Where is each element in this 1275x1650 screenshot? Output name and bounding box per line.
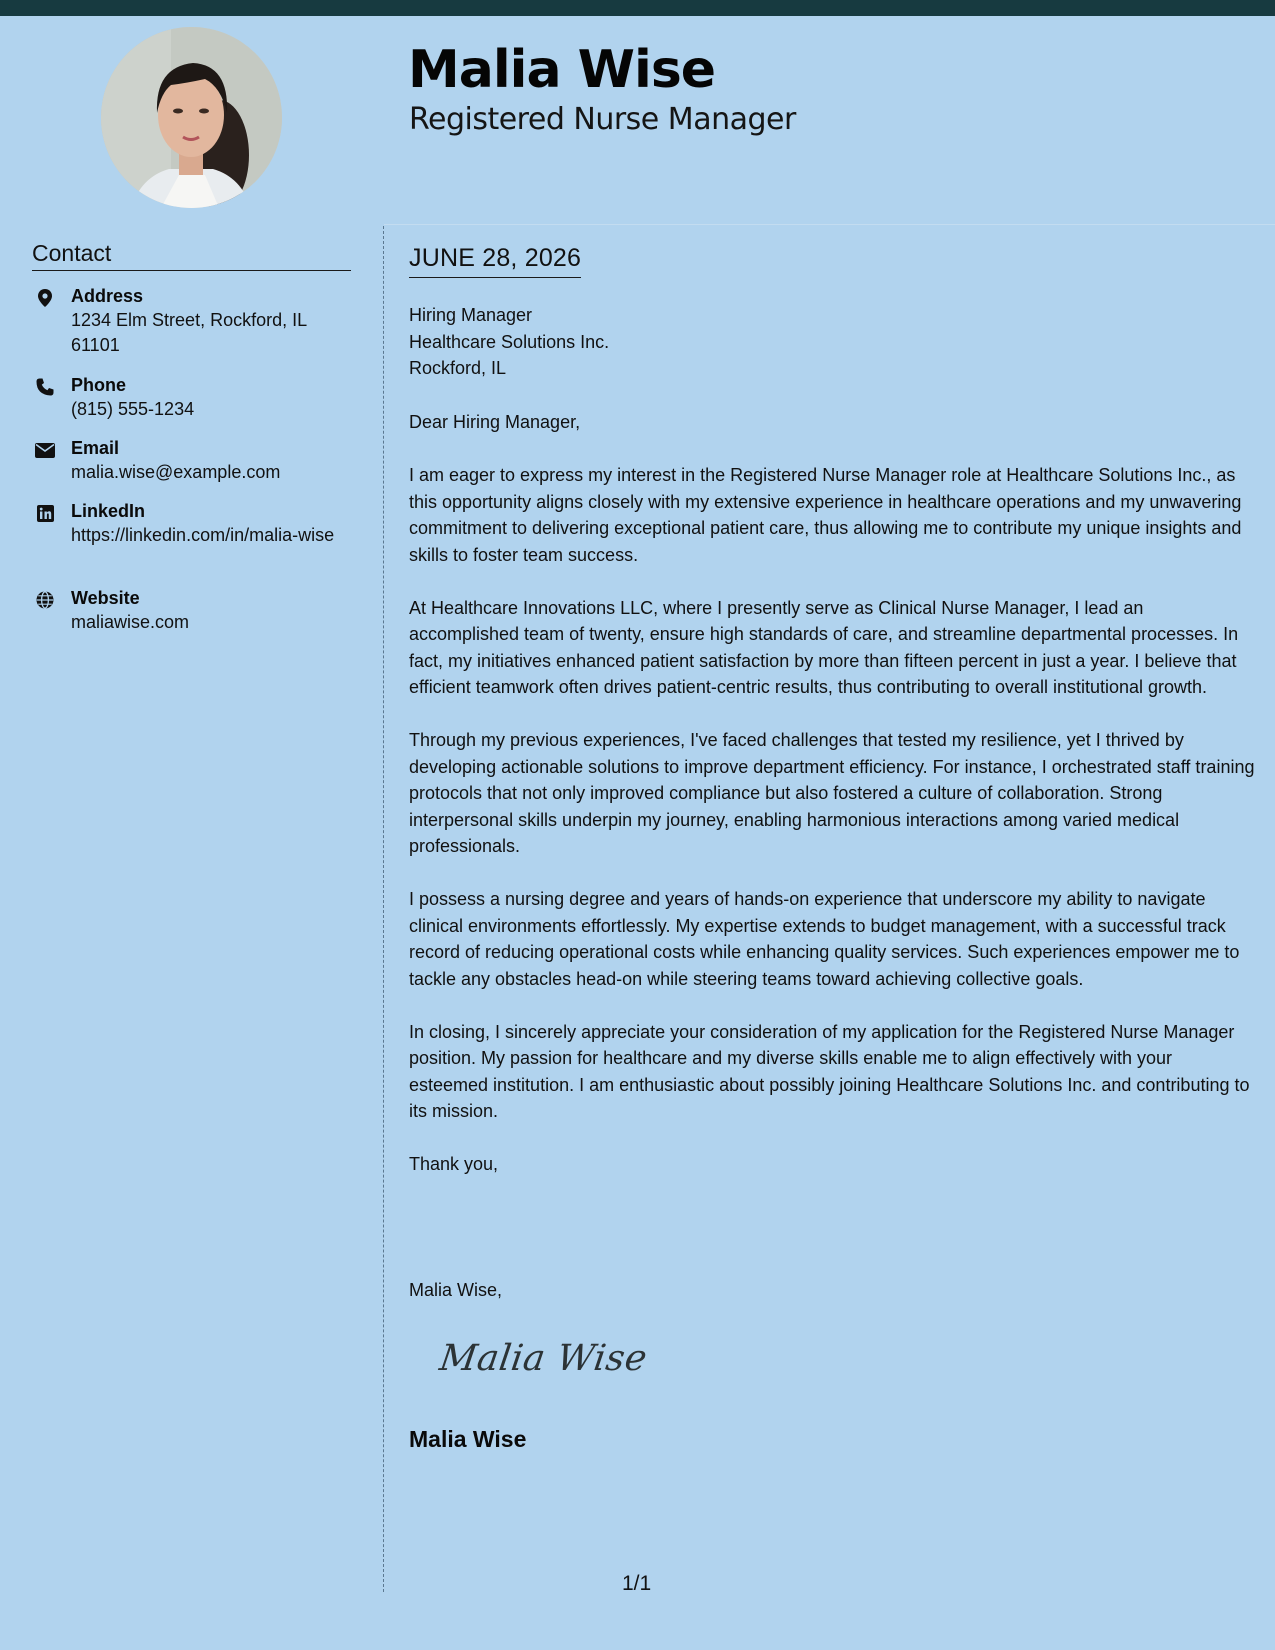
globe-icon xyxy=(35,590,55,610)
contact-phone xyxy=(32,373,352,422)
recipient-block xyxy=(409,302,609,382)
contact-value: maliawise.com xyxy=(71,612,190,632)
closing: Thank you, xyxy=(409,1154,499,1174)
letter-paragraph: I am eager to express my interest in the Registered Nurse Manager role at Healthcare Solutions Inc., as this opportunity aligns closely with my extensive experience in healthcare operations and my unwavering commitment to delivering exceptional patient care, thus allowing me to contribute my unique insights and skills to foster team success. xyxy=(409,465,1242,565)
contact-label: Email xyxy=(71,438,120,458)
contact-address xyxy=(32,284,352,358)
map-pin-icon xyxy=(35,288,55,308)
salutation: Dear Hiring Manager, xyxy=(409,412,581,432)
letter-paragraph: Through my previous experiences, I've faced challenges that tested my resilience, yet I thrived by developing actionable solutions to improve department efficiency. For instance, I orchestrated staff training protocols that not only improved compliance but also fostered a culture of collaboration. Strong interpersonal skills underpin my journey, enabling harmonious interactions among varied medical professionals. xyxy=(409,730,1255,856)
contact-linkedin xyxy=(32,499,352,548)
recipient-line: Rockford, IL xyxy=(409,358,507,378)
closing-name: Malia Wise, xyxy=(409,1280,503,1300)
envelope-icon xyxy=(35,440,55,460)
candidate-title: Registered Nurse Manager xyxy=(409,102,796,137)
contact-label: LinkedIn xyxy=(71,501,146,521)
contact-label: Phone xyxy=(71,375,127,395)
candidate-name: Malia Wise xyxy=(408,40,716,100)
recipient-line: Healthcare Solutions Inc. xyxy=(409,331,610,352)
signature: Malia Wise xyxy=(437,1338,650,1379)
page-number: 1/1 xyxy=(622,1572,652,1595)
recipient-line: Hiring Manager xyxy=(409,305,533,325)
header-divider xyxy=(384,224,1275,225)
phone-icon xyxy=(35,377,55,397)
letter-date: JUNE 28, 2026 xyxy=(409,244,581,278)
letter-paragraph: I possess a nursing degree and years of hands-on experience that underscore my ability to navigate clinical environments effortlessly. My expertise extends to budget management, with a successful track record of reducing operational costs while enhancing quality services. Such experiences empower me to tackle any obstacles head-on while steering teams toward achieving collective goals. xyxy=(409,889,1240,989)
typed-name: Malia Wise xyxy=(409,1426,527,1452)
top-bar xyxy=(0,0,1275,16)
contact-value: malia.wise@example.com xyxy=(71,462,281,482)
column-divider xyxy=(383,226,384,1592)
linkedin-icon xyxy=(35,503,55,523)
contact-value: 1234 Elm Street, Rockford, IL 61101 xyxy=(71,310,307,355)
contact-value: (815) 555-1234 xyxy=(71,399,195,419)
contact-label: Address xyxy=(71,286,144,306)
profile-photo xyxy=(101,27,282,208)
contact-heading: Contact xyxy=(32,240,351,271)
contact-email xyxy=(32,436,352,485)
contact-value: https://linkedin.com/in/malia-wise xyxy=(71,525,335,545)
contact-label: Website xyxy=(71,588,140,608)
contact-website xyxy=(32,586,352,635)
letter-paragraph: At Healthcare Innovations LLC, where I presently serve as Clinical Nurse Manager, I lead an accomplished team of twenty, ensure high standards of care, and streamline departmental processes. In fact, my initiatives enhanced patient satisfaction by more than fifteen percent in just a year. I believe that efficient teamwork often drives patient-centric results, thus contributing to overall institutional growth. xyxy=(409,597,1239,697)
letter-paragraph: In closing, I sincerely appreciate your consideration of my application for the Registered Nurse Manager position. My passion for healthcare and my diverse skills enable me to align effectively with your esteemed institution. I am enthusiastic about possibly joining Healthcare Solutions Inc. and contributing to its mission. xyxy=(409,1021,1250,1121)
letter-body xyxy=(409,409,1255,1204)
